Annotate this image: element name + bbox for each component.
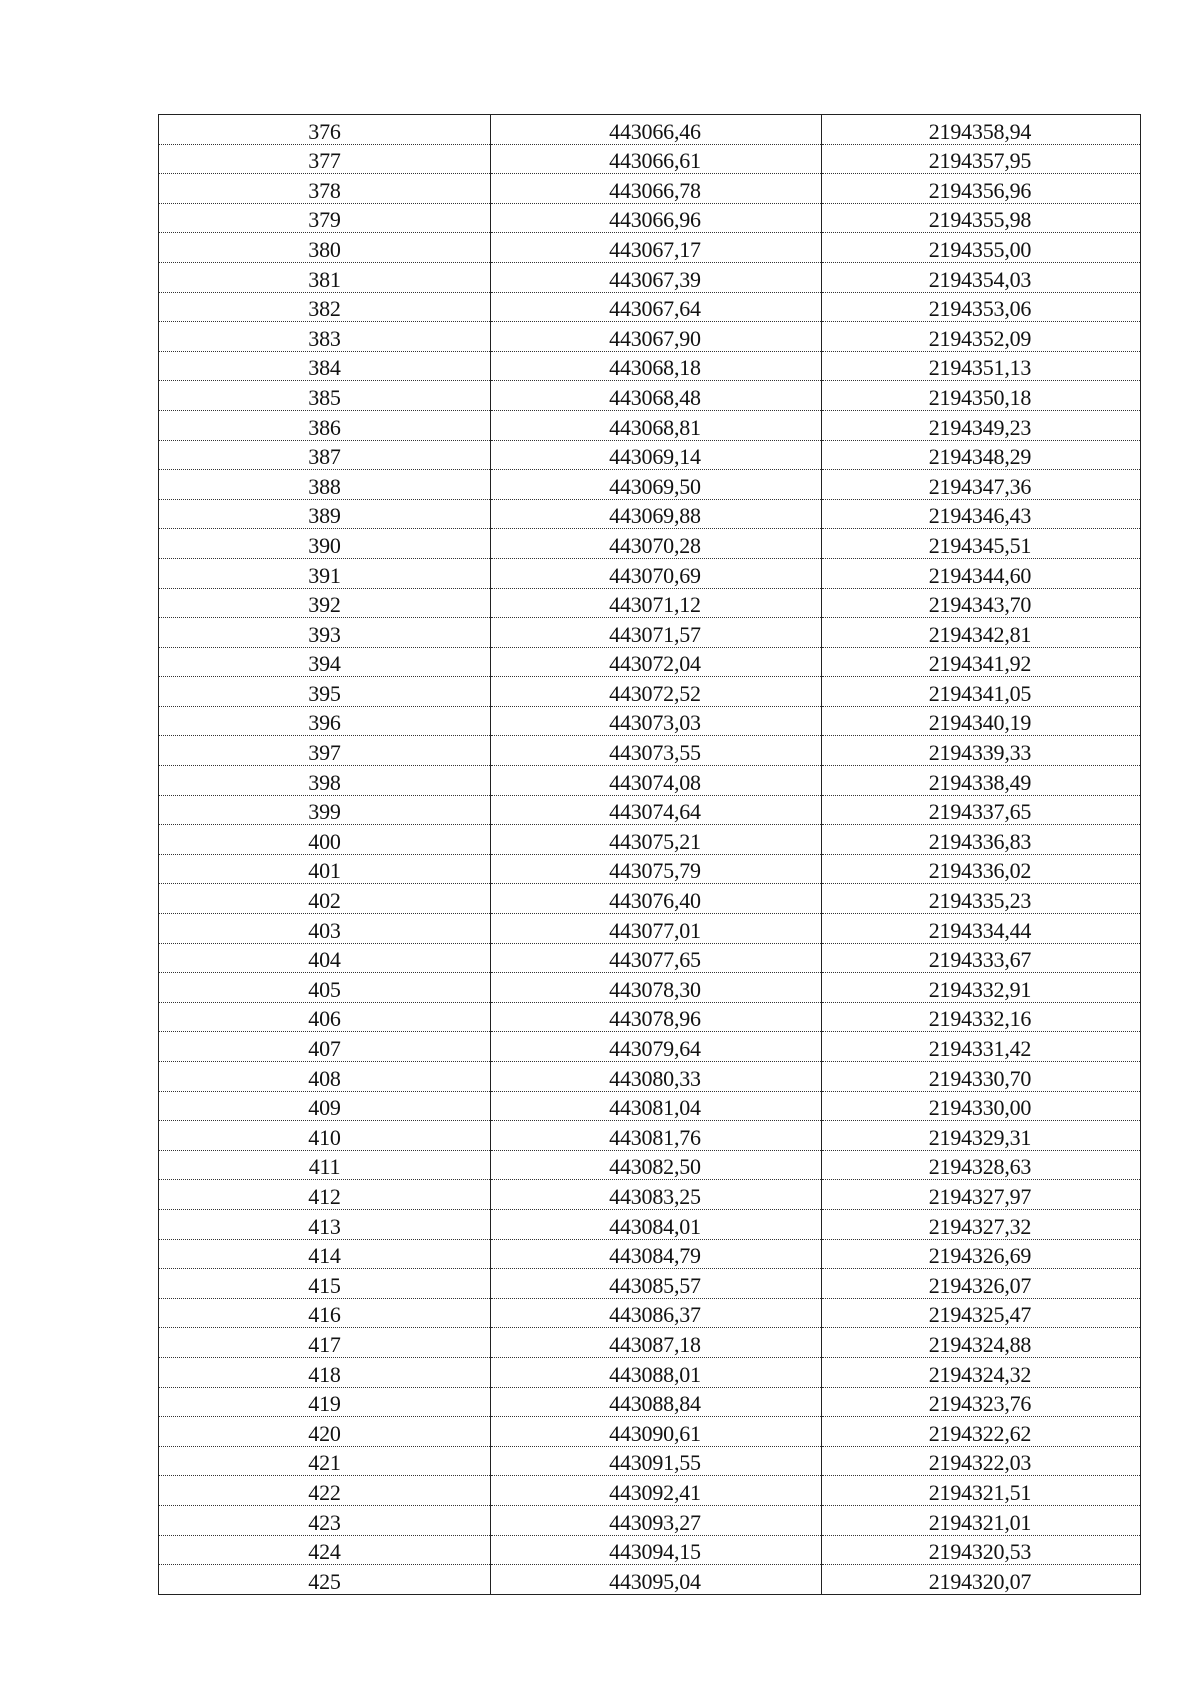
table-row xyxy=(159,1417,1141,1447)
y-coordinate-cell: 2194324,32 xyxy=(822,1357,1141,1387)
y-coordinate-cell: 2194342,81 xyxy=(822,618,1141,648)
point-number-cell: 385 xyxy=(159,381,491,411)
point-number-cell: 383 xyxy=(159,322,491,352)
x-coordinate-cell: 443074,64 xyxy=(491,795,822,825)
y-coordinate-cell: 2194330,70 xyxy=(822,1062,1141,1092)
y-coordinate-cell: 2194349,23 xyxy=(822,410,1141,440)
y-coordinate-cell: 2194340,19 xyxy=(822,706,1141,736)
x-coordinate-cell: 443078,30 xyxy=(491,973,822,1003)
x-coordinate-cell: 443070,69 xyxy=(491,558,822,588)
point-number-cell: 384 xyxy=(159,351,491,381)
table-row xyxy=(159,1357,1141,1387)
point-number-cell: 401 xyxy=(159,854,491,884)
x-coordinate-cell: 443077,65 xyxy=(491,943,822,973)
table-row xyxy=(159,262,1141,292)
y-coordinate-cell: 2194358,94 xyxy=(822,115,1141,145)
x-coordinate-cell: 443073,55 xyxy=(491,736,822,766)
x-coordinate-cell: 443067,17 xyxy=(491,233,822,263)
x-coordinate-cell: 443077,01 xyxy=(491,914,822,944)
point-number-cell: 389 xyxy=(159,499,491,529)
y-coordinate-cell: 2194344,60 xyxy=(822,558,1141,588)
table-row xyxy=(159,470,1141,500)
y-coordinate-cell: 2194336,02 xyxy=(822,854,1141,884)
point-number-cell: 382 xyxy=(159,292,491,322)
y-coordinate-cell: 2194327,97 xyxy=(822,1180,1141,1210)
point-number-cell: 405 xyxy=(159,973,491,1003)
y-coordinate-cell: 2194333,67 xyxy=(822,943,1141,973)
table-row xyxy=(159,1180,1141,1210)
y-coordinate-cell: 2194332,16 xyxy=(822,1002,1141,1032)
y-coordinate-cell: 2194334,44 xyxy=(822,914,1141,944)
point-number-cell: 408 xyxy=(159,1062,491,1092)
x-coordinate-cell: 443087,18 xyxy=(491,1328,822,1358)
table-row xyxy=(159,677,1141,707)
point-number-cell: 419 xyxy=(159,1387,491,1417)
table-row xyxy=(159,618,1141,648)
x-coordinate-cell: 443083,25 xyxy=(491,1180,822,1210)
table-row xyxy=(159,499,1141,529)
y-coordinate-cell: 2194328,63 xyxy=(822,1150,1141,1180)
y-coordinate-cell: 2194322,62 xyxy=(822,1417,1141,1447)
point-number-cell: 420 xyxy=(159,1417,491,1447)
table-row xyxy=(159,588,1141,618)
table-row xyxy=(159,1032,1141,1062)
table-row xyxy=(159,973,1141,1003)
table-row xyxy=(159,736,1141,766)
table-row xyxy=(159,144,1141,174)
y-coordinate-cell: 2194341,92 xyxy=(822,647,1141,677)
point-number-cell: 421 xyxy=(159,1446,491,1476)
y-coordinate-cell: 2194322,03 xyxy=(822,1446,1141,1476)
x-coordinate-cell: 443084,01 xyxy=(491,1209,822,1239)
table-row xyxy=(159,292,1141,322)
point-number-cell: 415 xyxy=(159,1269,491,1299)
y-coordinate-cell: 2194321,51 xyxy=(822,1476,1141,1506)
point-number-cell: 416 xyxy=(159,1298,491,1328)
table-row xyxy=(159,854,1141,884)
point-number-cell: 406 xyxy=(159,1002,491,1032)
x-coordinate-cell: 443081,76 xyxy=(491,1121,822,1151)
point-number-cell: 395 xyxy=(159,677,491,707)
point-number-cell: 423 xyxy=(159,1505,491,1535)
table-row xyxy=(159,529,1141,559)
x-coordinate-cell: 443075,79 xyxy=(491,854,822,884)
point-number-cell: 418 xyxy=(159,1357,491,1387)
x-coordinate-cell: 443069,14 xyxy=(491,440,822,470)
x-coordinate-cell: 443067,64 xyxy=(491,292,822,322)
point-number-cell: 379 xyxy=(159,203,491,233)
y-coordinate-cell: 2194339,33 xyxy=(822,736,1141,766)
point-number-cell: 422 xyxy=(159,1476,491,1506)
point-number-cell: 377 xyxy=(159,144,491,174)
y-coordinate-cell: 2194337,65 xyxy=(822,795,1141,825)
point-number-cell: 409 xyxy=(159,1091,491,1121)
x-coordinate-cell: 443069,50 xyxy=(491,470,822,500)
point-number-cell: 407 xyxy=(159,1032,491,1062)
y-coordinate-cell: 2194352,09 xyxy=(822,322,1141,352)
y-coordinate-cell: 2194332,91 xyxy=(822,973,1141,1003)
x-coordinate-cell: 443066,61 xyxy=(491,144,822,174)
x-coordinate-cell: 443082,50 xyxy=(491,1150,822,1180)
y-coordinate-cell: 2194326,07 xyxy=(822,1269,1141,1299)
table-row xyxy=(159,825,1141,855)
table-row xyxy=(159,1269,1141,1299)
table-row xyxy=(159,558,1141,588)
point-number-cell: 404 xyxy=(159,943,491,973)
table-row xyxy=(159,410,1141,440)
y-coordinate-cell: 2194320,07 xyxy=(822,1565,1141,1595)
x-coordinate-cell: 443075,21 xyxy=(491,825,822,855)
y-coordinate-cell: 2194351,13 xyxy=(822,351,1141,381)
x-coordinate-cell: 443079,64 xyxy=(491,1032,822,1062)
y-coordinate-cell: 2194350,18 xyxy=(822,381,1141,411)
point-number-cell: 397 xyxy=(159,736,491,766)
table-row xyxy=(159,1328,1141,1358)
table-row xyxy=(159,1002,1141,1032)
point-number-cell: 425 xyxy=(159,1565,491,1595)
y-coordinate-cell: 2194345,51 xyxy=(822,529,1141,559)
x-coordinate-cell: 443066,78 xyxy=(491,174,822,204)
y-coordinate-cell: 2194354,03 xyxy=(822,262,1141,292)
x-coordinate-cell: 443088,01 xyxy=(491,1357,822,1387)
point-number-cell: 414 xyxy=(159,1239,491,1269)
x-coordinate-cell: 443094,15 xyxy=(491,1535,822,1565)
x-coordinate-cell: 443071,57 xyxy=(491,618,822,648)
x-coordinate-cell: 443072,52 xyxy=(491,677,822,707)
table-row xyxy=(159,795,1141,825)
table-row xyxy=(159,1298,1141,1328)
table-row xyxy=(159,943,1141,973)
x-coordinate-cell: 443070,28 xyxy=(491,529,822,559)
x-coordinate-cell: 443068,48 xyxy=(491,381,822,411)
x-coordinate-cell: 443091,55 xyxy=(491,1446,822,1476)
x-coordinate-cell: 443068,18 xyxy=(491,351,822,381)
table-row xyxy=(159,1387,1141,1417)
table-row xyxy=(159,1476,1141,1506)
x-coordinate-cell: 443088,84 xyxy=(491,1387,822,1417)
table-row xyxy=(159,1121,1141,1151)
point-number-cell: 393 xyxy=(159,618,491,648)
x-coordinate-cell: 443067,90 xyxy=(491,322,822,352)
point-number-cell: 424 xyxy=(159,1535,491,1565)
y-coordinate-cell: 2194356,96 xyxy=(822,174,1141,204)
x-coordinate-cell: 443076,40 xyxy=(491,884,822,914)
table-row xyxy=(159,1091,1141,1121)
point-number-cell: 386 xyxy=(159,410,491,440)
y-coordinate-cell: 2194331,42 xyxy=(822,1032,1141,1062)
y-coordinate-cell: 2194329,31 xyxy=(822,1121,1141,1151)
point-number-cell: 399 xyxy=(159,795,491,825)
point-number-cell: 411 xyxy=(159,1150,491,1180)
x-coordinate-cell: 443085,57 xyxy=(491,1269,822,1299)
coordinates-table-body xyxy=(159,115,1141,1595)
point-number-cell: 387 xyxy=(159,440,491,470)
table-row xyxy=(159,1209,1141,1239)
table-row xyxy=(159,914,1141,944)
y-coordinate-cell: 2194338,49 xyxy=(822,766,1141,796)
table-row xyxy=(159,203,1141,233)
point-number-cell: 400 xyxy=(159,825,491,855)
x-coordinate-cell: 443081,04 xyxy=(491,1091,822,1121)
point-number-cell: 394 xyxy=(159,647,491,677)
x-coordinate-cell: 443069,88 xyxy=(491,499,822,529)
table-row xyxy=(159,440,1141,470)
table-row xyxy=(159,706,1141,736)
table-row xyxy=(159,1062,1141,1092)
table-row xyxy=(159,381,1141,411)
x-coordinate-cell: 443074,08 xyxy=(491,766,822,796)
table-row xyxy=(159,884,1141,914)
x-coordinate-cell: 443093,27 xyxy=(491,1505,822,1535)
x-coordinate-cell: 443068,81 xyxy=(491,410,822,440)
x-coordinate-cell: 443095,04 xyxy=(491,1565,822,1595)
point-number-cell: 381 xyxy=(159,262,491,292)
table-row xyxy=(159,115,1141,145)
y-coordinate-cell: 2194346,43 xyxy=(822,499,1141,529)
table-row xyxy=(159,1565,1141,1595)
y-coordinate-cell: 2194327,32 xyxy=(822,1209,1141,1239)
table-row xyxy=(159,174,1141,204)
point-number-cell: 396 xyxy=(159,706,491,736)
table-row xyxy=(159,1535,1141,1565)
x-coordinate-cell: 443086,37 xyxy=(491,1298,822,1328)
y-coordinate-cell: 2194343,70 xyxy=(822,588,1141,618)
y-coordinate-cell: 2194325,47 xyxy=(822,1298,1141,1328)
table-row xyxy=(159,1446,1141,1476)
table-row xyxy=(159,1505,1141,1535)
point-number-cell: 417 xyxy=(159,1328,491,1358)
point-number-cell: 410 xyxy=(159,1121,491,1151)
point-number-cell: 391 xyxy=(159,558,491,588)
x-coordinate-cell: 443092,41 xyxy=(491,1476,822,1506)
point-number-cell: 376 xyxy=(159,115,491,145)
point-number-cell: 390 xyxy=(159,529,491,559)
y-coordinate-cell: 2194320,53 xyxy=(822,1535,1141,1565)
y-coordinate-cell: 2194326,69 xyxy=(822,1239,1141,1269)
y-coordinate-cell: 2194336,83 xyxy=(822,825,1141,855)
point-number-cell: 392 xyxy=(159,588,491,618)
table-row xyxy=(159,322,1141,352)
point-number-cell: 403 xyxy=(159,914,491,944)
y-coordinate-cell: 2194357,95 xyxy=(822,144,1141,174)
x-coordinate-cell: 443071,12 xyxy=(491,588,822,618)
x-coordinate-cell: 443084,79 xyxy=(491,1239,822,1269)
y-coordinate-cell: 2194347,36 xyxy=(822,470,1141,500)
y-coordinate-cell: 2194321,01 xyxy=(822,1505,1141,1535)
y-coordinate-cell: 2194323,76 xyxy=(822,1387,1141,1417)
point-number-cell: 388 xyxy=(159,470,491,500)
x-coordinate-cell: 443090,61 xyxy=(491,1417,822,1447)
point-number-cell: 398 xyxy=(159,766,491,796)
table-row xyxy=(159,233,1141,263)
table-row xyxy=(159,1239,1141,1269)
y-coordinate-cell: 2194355,98 xyxy=(822,203,1141,233)
x-coordinate-cell: 443072,04 xyxy=(491,647,822,677)
point-number-cell: 378 xyxy=(159,174,491,204)
y-coordinate-cell: 2194341,05 xyxy=(822,677,1141,707)
y-coordinate-cell: 2194353,06 xyxy=(822,292,1141,322)
table-row xyxy=(159,1150,1141,1180)
x-coordinate-cell: 443078,96 xyxy=(491,1002,822,1032)
coordinates-table xyxy=(158,114,1141,1595)
x-coordinate-cell: 443066,46 xyxy=(491,115,822,145)
point-number-cell: 380 xyxy=(159,233,491,263)
table-row xyxy=(159,351,1141,381)
table-row xyxy=(159,766,1141,796)
y-coordinate-cell: 2194335,23 xyxy=(822,884,1141,914)
point-number-cell: 402 xyxy=(159,884,491,914)
x-coordinate-cell: 443080,33 xyxy=(491,1062,822,1092)
x-coordinate-cell: 443073,03 xyxy=(491,706,822,736)
table-row xyxy=(159,647,1141,677)
point-number-cell: 413 xyxy=(159,1209,491,1239)
y-coordinate-cell: 2194348,29 xyxy=(822,440,1141,470)
x-coordinate-cell: 443067,39 xyxy=(491,262,822,292)
y-coordinate-cell: 2194330,00 xyxy=(822,1091,1141,1121)
point-number-cell: 412 xyxy=(159,1180,491,1210)
x-coordinate-cell: 443066,96 xyxy=(491,203,822,233)
y-coordinate-cell: 2194324,88 xyxy=(822,1328,1141,1358)
y-coordinate-cell: 2194355,00 xyxy=(822,233,1141,263)
